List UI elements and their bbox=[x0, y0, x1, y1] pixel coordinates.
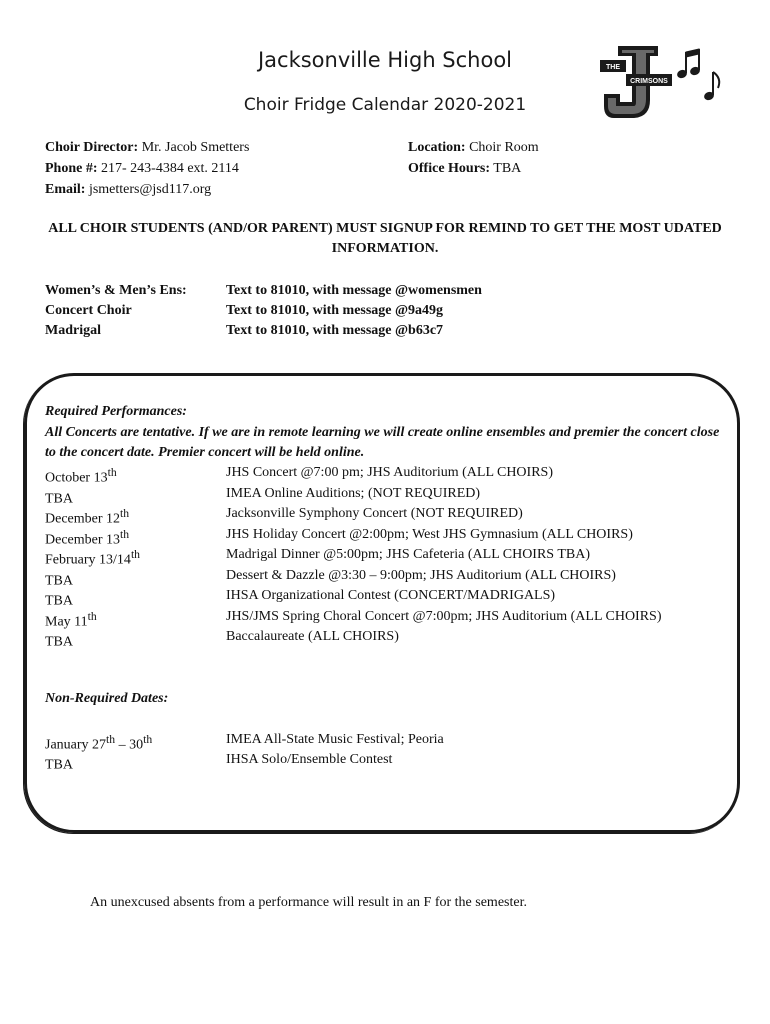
location-info bbox=[408, 137, 539, 179]
event-date: May 11th bbox=[45, 610, 97, 630]
ensemble-row bbox=[45, 281, 482, 301]
event-date: October 13th bbox=[45, 466, 117, 486]
school-title: Jacksonville High School bbox=[257, 48, 513, 72]
event-row bbox=[45, 607, 735, 630]
tentative-note: All Concerts are tentative. If we are in remote learning we will create online ensembles and premier the concert close to the concert date. Premier concert will be held online. bbox=[45, 425, 720, 460]
logo-banner-top: THE bbox=[606, 64, 620, 71]
event-description: IHSA Organizational Contest (CONCERT/MADRIGALS) bbox=[226, 588, 556, 603]
phone-value: 217- 243-4384 ext. 2114 bbox=[101, 161, 239, 176]
email-line bbox=[45, 179, 249, 200]
location-label: Location: bbox=[408, 140, 466, 155]
music-notes-icon bbox=[677, 49, 720, 101]
event-row bbox=[45, 463, 735, 486]
calendar-title: Choir Fridge Calendar 2020-2021 bbox=[243, 95, 527, 115]
hours-label: Office Hours: bbox=[408, 161, 491, 176]
email-label: Email: bbox=[45, 182, 86, 197]
logo-banner-bottom: CRIMSONS bbox=[630, 78, 668, 85]
event-row bbox=[45, 504, 735, 527]
event-date: December 13th bbox=[45, 528, 130, 548]
director-line bbox=[45, 137, 249, 158]
event-description: Jacksonville Symphony Concert (NOT REQUIRED) bbox=[226, 506, 523, 521]
event-description: JHS Holiday Concert @2:00pm; West JHS Gymnasium (ALL CHOIRS) bbox=[226, 527, 633, 542]
location-value: Choir Room bbox=[469, 140, 539, 155]
ensemble-row bbox=[45, 301, 444, 321]
ensemble-remind-text: Text to 81010, with message @9a49g bbox=[226, 303, 444, 318]
event-row bbox=[45, 566, 735, 589]
event-description: JHS Concert @7:00 pm; JHS Auditorium (ALL CHOIRS) bbox=[226, 465, 553, 480]
event-description: IMEA Online Auditions; (NOT REQUIRED) bbox=[226, 486, 481, 501]
email-value: jsmetters@jsd117.org bbox=[88, 182, 212, 197]
event-date: December 12th bbox=[45, 507, 130, 527]
event-row bbox=[45, 750, 735, 773]
event-row bbox=[45, 586, 735, 609]
event-row bbox=[45, 545, 735, 568]
event-date: TBA bbox=[45, 573, 73, 589]
phone-label: Phone #: bbox=[45, 161, 98, 176]
event-date: TBA bbox=[45, 593, 73, 609]
ensemble-name: Women’s & Men’s Ens: bbox=[45, 283, 187, 298]
absence-policy-note: An unexcused absents from a performance will result in an F for the semester. bbox=[90, 895, 527, 910]
event-description: IMEA All-State Music Festival; Peoria bbox=[226, 732, 444, 747]
hours-value: TBA bbox=[493, 161, 522, 176]
event-date: January 27th – 30th bbox=[45, 733, 153, 753]
event-description: Madrigal Dinner @5:00pm; JHS Cafeteria (ALL CHOIRS TBA) bbox=[226, 547, 591, 562]
ensemble-row bbox=[45, 321, 444, 341]
director-label: Choir Director: bbox=[45, 140, 139, 155]
crimsons-logo bbox=[598, 44, 726, 120]
event-row bbox=[45, 525, 735, 548]
remind-notice: ALL CHOIR STUDENTS (AND/OR PARENT) MUST SIGNUP FOR REMIND TO GET THE MOST UDATED INFORMATION. bbox=[48, 221, 722, 256]
event-date: TBA bbox=[45, 491, 73, 507]
event-date: TBA bbox=[45, 634, 73, 650]
required-heading: Required Performances: bbox=[45, 404, 187, 419]
event-description: IHSA Solo/Ensemble Contest bbox=[226, 752, 393, 767]
event-row bbox=[45, 484, 735, 507]
event-date: February 13/14th bbox=[45, 548, 141, 568]
event-date: TBA bbox=[45, 757, 73, 773]
ensemble-name: Concert Choir bbox=[45, 303, 132, 318]
contact-info bbox=[45, 137, 249, 200]
non-required-heading: Non-Required Dates: bbox=[45, 691, 169, 706]
location-line bbox=[408, 137, 539, 158]
event-row bbox=[45, 730, 735, 753]
phone-line bbox=[45, 158, 249, 179]
event-description: JHS/JMS Spring Choral Concert @7:00pm; JHS Auditorium (ALL CHOIRS) bbox=[226, 609, 662, 624]
director-value: Mr. Jacob Smetters bbox=[141, 140, 250, 155]
event-row bbox=[45, 627, 735, 650]
ensemble-remind-text: Text to 81010, with message @womensmen bbox=[226, 283, 482, 298]
event-description: Dessert & Dazzle @3:30 – 9:00pm; JHS Auditorium (ALL CHOIRS) bbox=[226, 568, 616, 583]
event-description: Baccalaureate (ALL CHOIRS) bbox=[226, 629, 399, 644]
crimsons-logo-graphic bbox=[598, 44, 726, 120]
ensemble-name: Madrigal bbox=[45, 323, 101, 338]
hours-line bbox=[408, 158, 539, 179]
ensemble-remind-text: Text to 81010, with message @b63c7 bbox=[226, 323, 444, 338]
